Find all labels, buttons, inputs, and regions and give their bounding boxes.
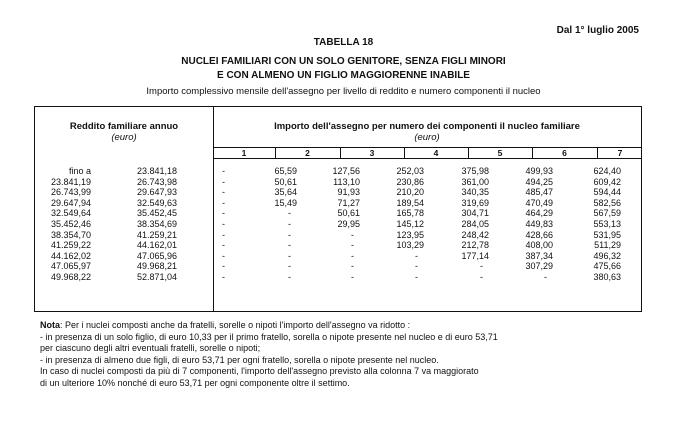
column-separator [275, 147, 276, 159]
amount-cell: - [222, 176, 225, 187]
amount-cell: 449,83 [525, 218, 553, 229]
amount-cell: 567,59 [593, 208, 621, 219]
table-label: TABELLA 18 [313, 37, 374, 48]
amount-cell: 361,00 [461, 176, 489, 187]
amount-cell: - [351, 271, 354, 282]
income-from: 44.162,02 [50, 250, 91, 261]
income-to: 47.065,96 [136, 250, 177, 261]
table-body [35, 166, 641, 283]
amount-cell: 499,93 [525, 166, 553, 176]
amount-cell: 511,29 [594, 240, 621, 251]
subtitle: Importo complessivo mensile dell'assegno per livello di reddito e numero componenti il nucleo [146, 86, 541, 97]
amount-cell: 113,10 [333, 176, 360, 187]
table-row [35, 251, 641, 262]
allowance-table [34, 106, 642, 312]
amount-cell: - [288, 261, 291, 272]
amount-cell: - [288, 250, 291, 261]
amount-cell: 485,47 [525, 187, 553, 198]
amount-cell: 284,05 [461, 218, 489, 229]
income-to: 44.162,01 [136, 240, 177, 251]
amount-cell: - [415, 250, 418, 261]
table-row [35, 187, 641, 198]
amount-cell: - [288, 271, 291, 282]
income-from: fino a [68, 166, 91, 176]
amount-cell: - [351, 250, 354, 261]
amount-cell: - [415, 271, 418, 282]
income-from: 49.968,22 [50, 271, 91, 282]
amount-cell: 35,64 [274, 187, 297, 198]
income-to: 23.841,18 [136, 166, 177, 176]
amount-cell: 609,42 [593, 176, 621, 187]
column-separator [468, 147, 469, 159]
amount-cell: - [222, 240, 225, 251]
amount-cell: 15,49 [274, 197, 297, 208]
amount-cell: - [288, 218, 291, 229]
amount-cell: - [288, 229, 291, 240]
amount-cell: 470,49 [525, 197, 553, 208]
amount-cell: - [222, 187, 225, 198]
amount-cell: 230,86 [396, 176, 424, 187]
income-from: 35.452,46 [50, 218, 91, 229]
amount-cell: 212,78 [461, 240, 489, 251]
header-rule [213, 158, 641, 159]
title-line-2: E CON ALMENO UN FIGLIO MAGGIORENNE INABILE [217, 70, 470, 81]
amount-cell: - [222, 218, 225, 229]
income-from: 32.549,64 [50, 208, 91, 219]
amount-cell: 189,54 [396, 197, 424, 208]
column-header: 4 [433, 148, 439, 158]
amount-cell: 127,56 [332, 166, 360, 176]
amount-cell: 50,61 [274, 176, 297, 187]
table-row [35, 198, 641, 209]
note-line: - in presenza di un solo figlio, di euro 10,33 per il primo fratello, sorella o nipote presente nel nucleo e di euro 53,71 [40, 331, 498, 342]
income-to: 29.647,93 [136, 187, 177, 198]
amount-cell: 624,40 [593, 166, 621, 176]
amount-cell: 553,13 [593, 218, 621, 229]
amount-cell: - [351, 240, 354, 251]
amount-cell: 307,29 [525, 261, 553, 272]
note-line: di un ulteriore 10% nonché di euro 53,71 per ogni componente oltre il settimo. [40, 377, 350, 388]
table-row [35, 261, 641, 272]
income-from: 26.743,99 [50, 187, 91, 198]
amount-cell: - [415, 261, 418, 272]
income-to: 32.549,63 [136, 197, 177, 208]
table-row [35, 177, 641, 188]
income-from: 47.065,97 [50, 261, 91, 272]
amount-cell: 594,44 [593, 187, 621, 198]
column-header: 2 [305, 148, 310, 158]
income-to: 52.871,04 [136, 271, 177, 282]
table-row [35, 240, 641, 251]
table-row [35, 272, 641, 283]
column-header: 5 [497, 148, 503, 158]
income-from: 38.354,70 [50, 229, 91, 240]
amount-cell: - [351, 229, 354, 240]
amount-cell: - [222, 197, 225, 208]
column-header: 7 [617, 148, 623, 158]
amount-cell: 428,66 [525, 229, 553, 240]
income-from: 23.841,19 [50, 176, 91, 187]
column-separator [404, 147, 405, 159]
amount-cell: - [544, 271, 547, 282]
amount-cell: 531,95 [593, 229, 621, 240]
income-header-unit: (euro) [111, 132, 137, 143]
effective-date: Dal 1° luglio 2005 [556, 25, 639, 36]
amount-header-title: Importo dell'assegno per numero dei componenti il nucleo familiare [274, 121, 580, 132]
amount-cell: - [288, 208, 291, 219]
amount-cell: 177,14 [461, 250, 489, 261]
table-row [35, 208, 641, 219]
amount-cell: - [222, 208, 225, 219]
amount-cell: - [222, 271, 225, 282]
amount-cell: 103,29 [396, 240, 424, 251]
column-header: 1 [241, 148, 247, 158]
column-separator [597, 147, 598, 159]
note-label: Nota [40, 320, 60, 330]
footnote [40, 320, 660, 390]
amount-cell: 304,71 [461, 208, 489, 219]
column-separator [340, 147, 341, 159]
amount-cell: 210,20 [396, 187, 424, 198]
table-row [35, 230, 641, 241]
income-from: 29.647,94 [50, 197, 91, 208]
amount-cell: 165,78 [396, 208, 424, 219]
income-to: 35.452,45 [136, 208, 177, 219]
title-line-1: NUCLEI FAMILIARI CON UN SOLO GENITORE, SENZA FIGLI MINORI [181, 56, 506, 67]
amount-cell: 145,12 [396, 218, 424, 229]
table-row [35, 166, 641, 177]
amount-cell: 91,93 [337, 187, 360, 198]
amount-cell: 65,59 [274, 166, 297, 176]
column-header: 3 [369, 148, 375, 158]
amount-cell: 252,03 [396, 166, 424, 176]
amount-cell: 50,61 [337, 208, 360, 219]
amount-cell: 582,56 [593, 197, 621, 208]
note-line: Nota: Per i nuclei composti anche da fratelli, sorelle o nipoti l'importo dell'assegno va ridotto : [40, 320, 411, 330]
amount-cell: - [480, 271, 483, 282]
income-header-title: Reddito familiare annuo [69, 121, 179, 132]
amount-cell: - [222, 250, 225, 261]
amount-cell: - [222, 166, 225, 176]
amount-cell: - [288, 240, 291, 251]
note-line: per ciascuno degli altri eventuali fratelli, sorelle o nipoti; [40, 343, 261, 354]
column-separator [532, 147, 533, 159]
income-to: 26.743,98 [136, 176, 177, 187]
amount-cell: 29,95 [337, 218, 360, 229]
amount-cell: 387,34 [525, 250, 553, 261]
amount-cell: - [480, 261, 483, 272]
column-header: 6 [562, 148, 567, 158]
note-line: - in presenza di almeno due figli, di euro 53,71 per ogni fratello, sorella o nipote presente nel nucleo. [40, 354, 439, 365]
amount-cell: 375,98 [461, 166, 489, 176]
amount-cell: 494,25 [525, 176, 553, 187]
amount-cell: 380,63 [593, 271, 621, 282]
amount-cell: - [222, 229, 225, 240]
amount-cell: 340,35 [461, 187, 489, 198]
table-row [35, 219, 641, 230]
amount-cell: - [351, 261, 354, 272]
amount-cell: 464,29 [525, 208, 553, 219]
amount-cell: 475,66 [593, 261, 621, 272]
amount-cell: 248,42 [461, 229, 489, 240]
amount-cell: 408,00 [525, 240, 553, 251]
income-from: 41.259,22 [50, 240, 91, 251]
amount-header-unit: (euro) [414, 132, 440, 143]
income-header [35, 121, 213, 143]
income-to: 38.354,69 [136, 218, 177, 229]
amount-cell: 319,69 [461, 197, 489, 208]
income-to: 49.968,21 [136, 261, 177, 272]
amount-cell: 123,95 [396, 229, 424, 240]
amount-cell: 71,27 [337, 197, 360, 208]
amount-header [213, 121, 641, 143]
income-to: 41.259,21 [136, 229, 177, 240]
amount-cell: 496,32 [593, 250, 621, 261]
amount-cell: - [222, 261, 225, 272]
note-line: In caso di nuclei composti da più di 7 componenti, l'importo dell'assegno previsto alla colonna 7 va maggiorato [40, 366, 479, 377]
